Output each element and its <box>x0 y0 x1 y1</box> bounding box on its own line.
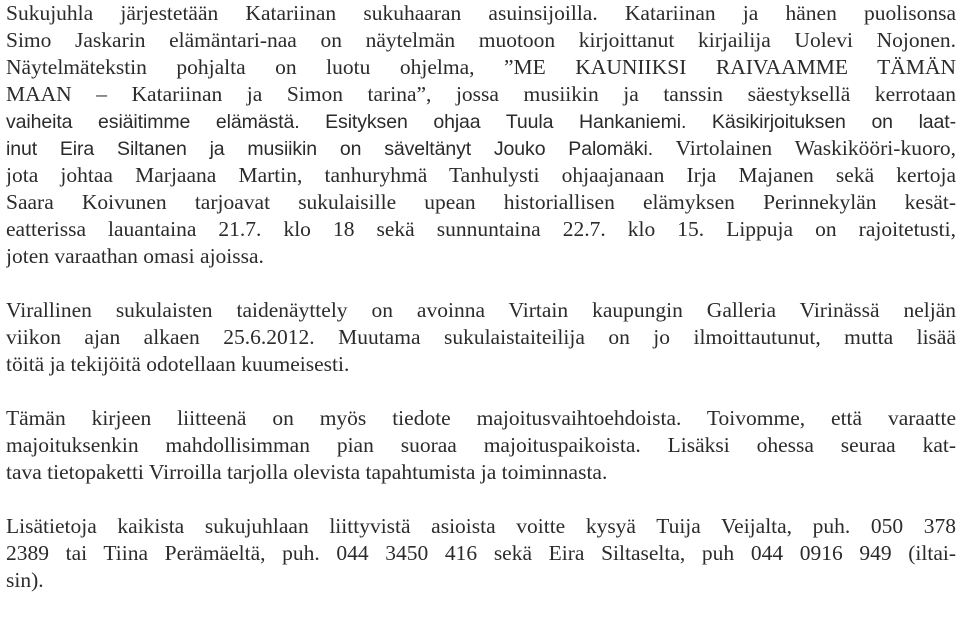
text-segment: tava tietopaketti Virroilla tarjolla olevista tapahtumista ja toiminnasta. <box>6 460 608 484</box>
paragraph-3 <box>6 405 956 486</box>
text-segment: 2389 tai Tiina Perämäeltä, puh. 044 3450 416 sekä Eira Siltaselta, puh 044 0916 949 (iltai- <box>6 541 956 565</box>
text-segment: viikon ajan alkaen 25.6.2012. Muutama sukulaistaiteilija on jo ilmoittautunut, mutta lisää <box>6 325 956 349</box>
text-line <box>6 243 956 270</box>
text-line <box>6 54 956 81</box>
text-line <box>6 0 956 27</box>
text-segment: inut Eira Siltanen ja musiikin on säveltänyt Jouko Palomäki. <box>6 138 654 160</box>
text-line <box>6 567 956 594</box>
text-segment: Simo Jaskarin elämäntari-naa on näytelmän muotoon kirjoittanut kirjailija Uolevi Nojonen. <box>6 28 956 52</box>
text-segment: Virtolainen Waskikööri-kuoro, <box>653 136 956 160</box>
text-segment: vaiheita esiäitimme elämästä. Esityksen ohjaa Tuula Hankaniemi. Käsikirjoituksen on laat- <box>6 111 956 133</box>
text-line <box>6 540 956 567</box>
text-segment: eatterissa lauantaina 21.7. klo 18 sekä sunnuntaina 22.7. klo 15. Lippuja on rajoitetusti, <box>6 217 956 241</box>
text-line <box>6 189 956 216</box>
text-segment: joten varaathan omasi ajoissa. <box>6 244 264 268</box>
text-segment: jota johtaa Marjaana Martin, tanhuryhmä Tanhulysti ohjaajanaan Irja Majanen sekä kertoja <box>6 163 956 187</box>
text-segment: Näytelmätekstin pohjalta on luotu ohjelma, ”ME KAUNIIKSI RAIVAAMME TÄMÄN <box>6 55 956 79</box>
paragraph-4 <box>6 513 956 594</box>
text-line <box>6 459 956 486</box>
text-segment: Virallinen sukulaisten taidenäyttely on avoinna Virtain kaupungin Galleria Virinässä neljän <box>6 298 956 322</box>
text-segment: majoituksenkin mahdollisimman pian suoraa majoituspaikoista. Lisäksi ohessa seuraa kat- <box>6 433 956 457</box>
text-segment: MAAN – Katariinan ja Simon tarina”, jossa musiikin ja tanssin säestyksellä kerrotaan <box>6 82 956 106</box>
text-segment: Lisätietoja kaikista sukujuhlaan liittyvistä asioista voitte kysyä Tuija Veijalta, puh. 050 378 <box>6 514 956 538</box>
text-line <box>6 513 956 540</box>
text-line <box>6 297 956 324</box>
text-line <box>6 108 956 135</box>
text-line <box>6 432 956 459</box>
text-segment: Saara Koivunen tarjoavat sukulaisille upean historiallisen elämyksen Perinnekylän kesät- <box>6 190 956 214</box>
text-segment: Tämän kirjeen liitteenä on myös tiedote majoitusvaihtoehdoista. Toivomme, että varaatte <box>6 406 956 430</box>
text-line <box>6 135 956 162</box>
text-segment: sin). <box>6 568 44 592</box>
text-segment: töitä ja tekijöitä odotellaan kuumeisesti. <box>6 352 350 376</box>
text-line <box>6 351 956 378</box>
paragraph-2 <box>6 297 956 378</box>
text-line <box>6 405 956 432</box>
text-line <box>6 27 956 54</box>
paragraph-1 <box>6 0 956 270</box>
document-page <box>6 0 956 636</box>
text-segment: Sukujuhla järjestetään Katariinan sukuhaaran asuinsijoilla. Katariinan ja hänen puolisonsa <box>6 1 956 25</box>
text-line <box>6 324 956 351</box>
text-line <box>6 216 956 243</box>
text-line <box>6 162 956 189</box>
text-line <box>6 81 956 108</box>
